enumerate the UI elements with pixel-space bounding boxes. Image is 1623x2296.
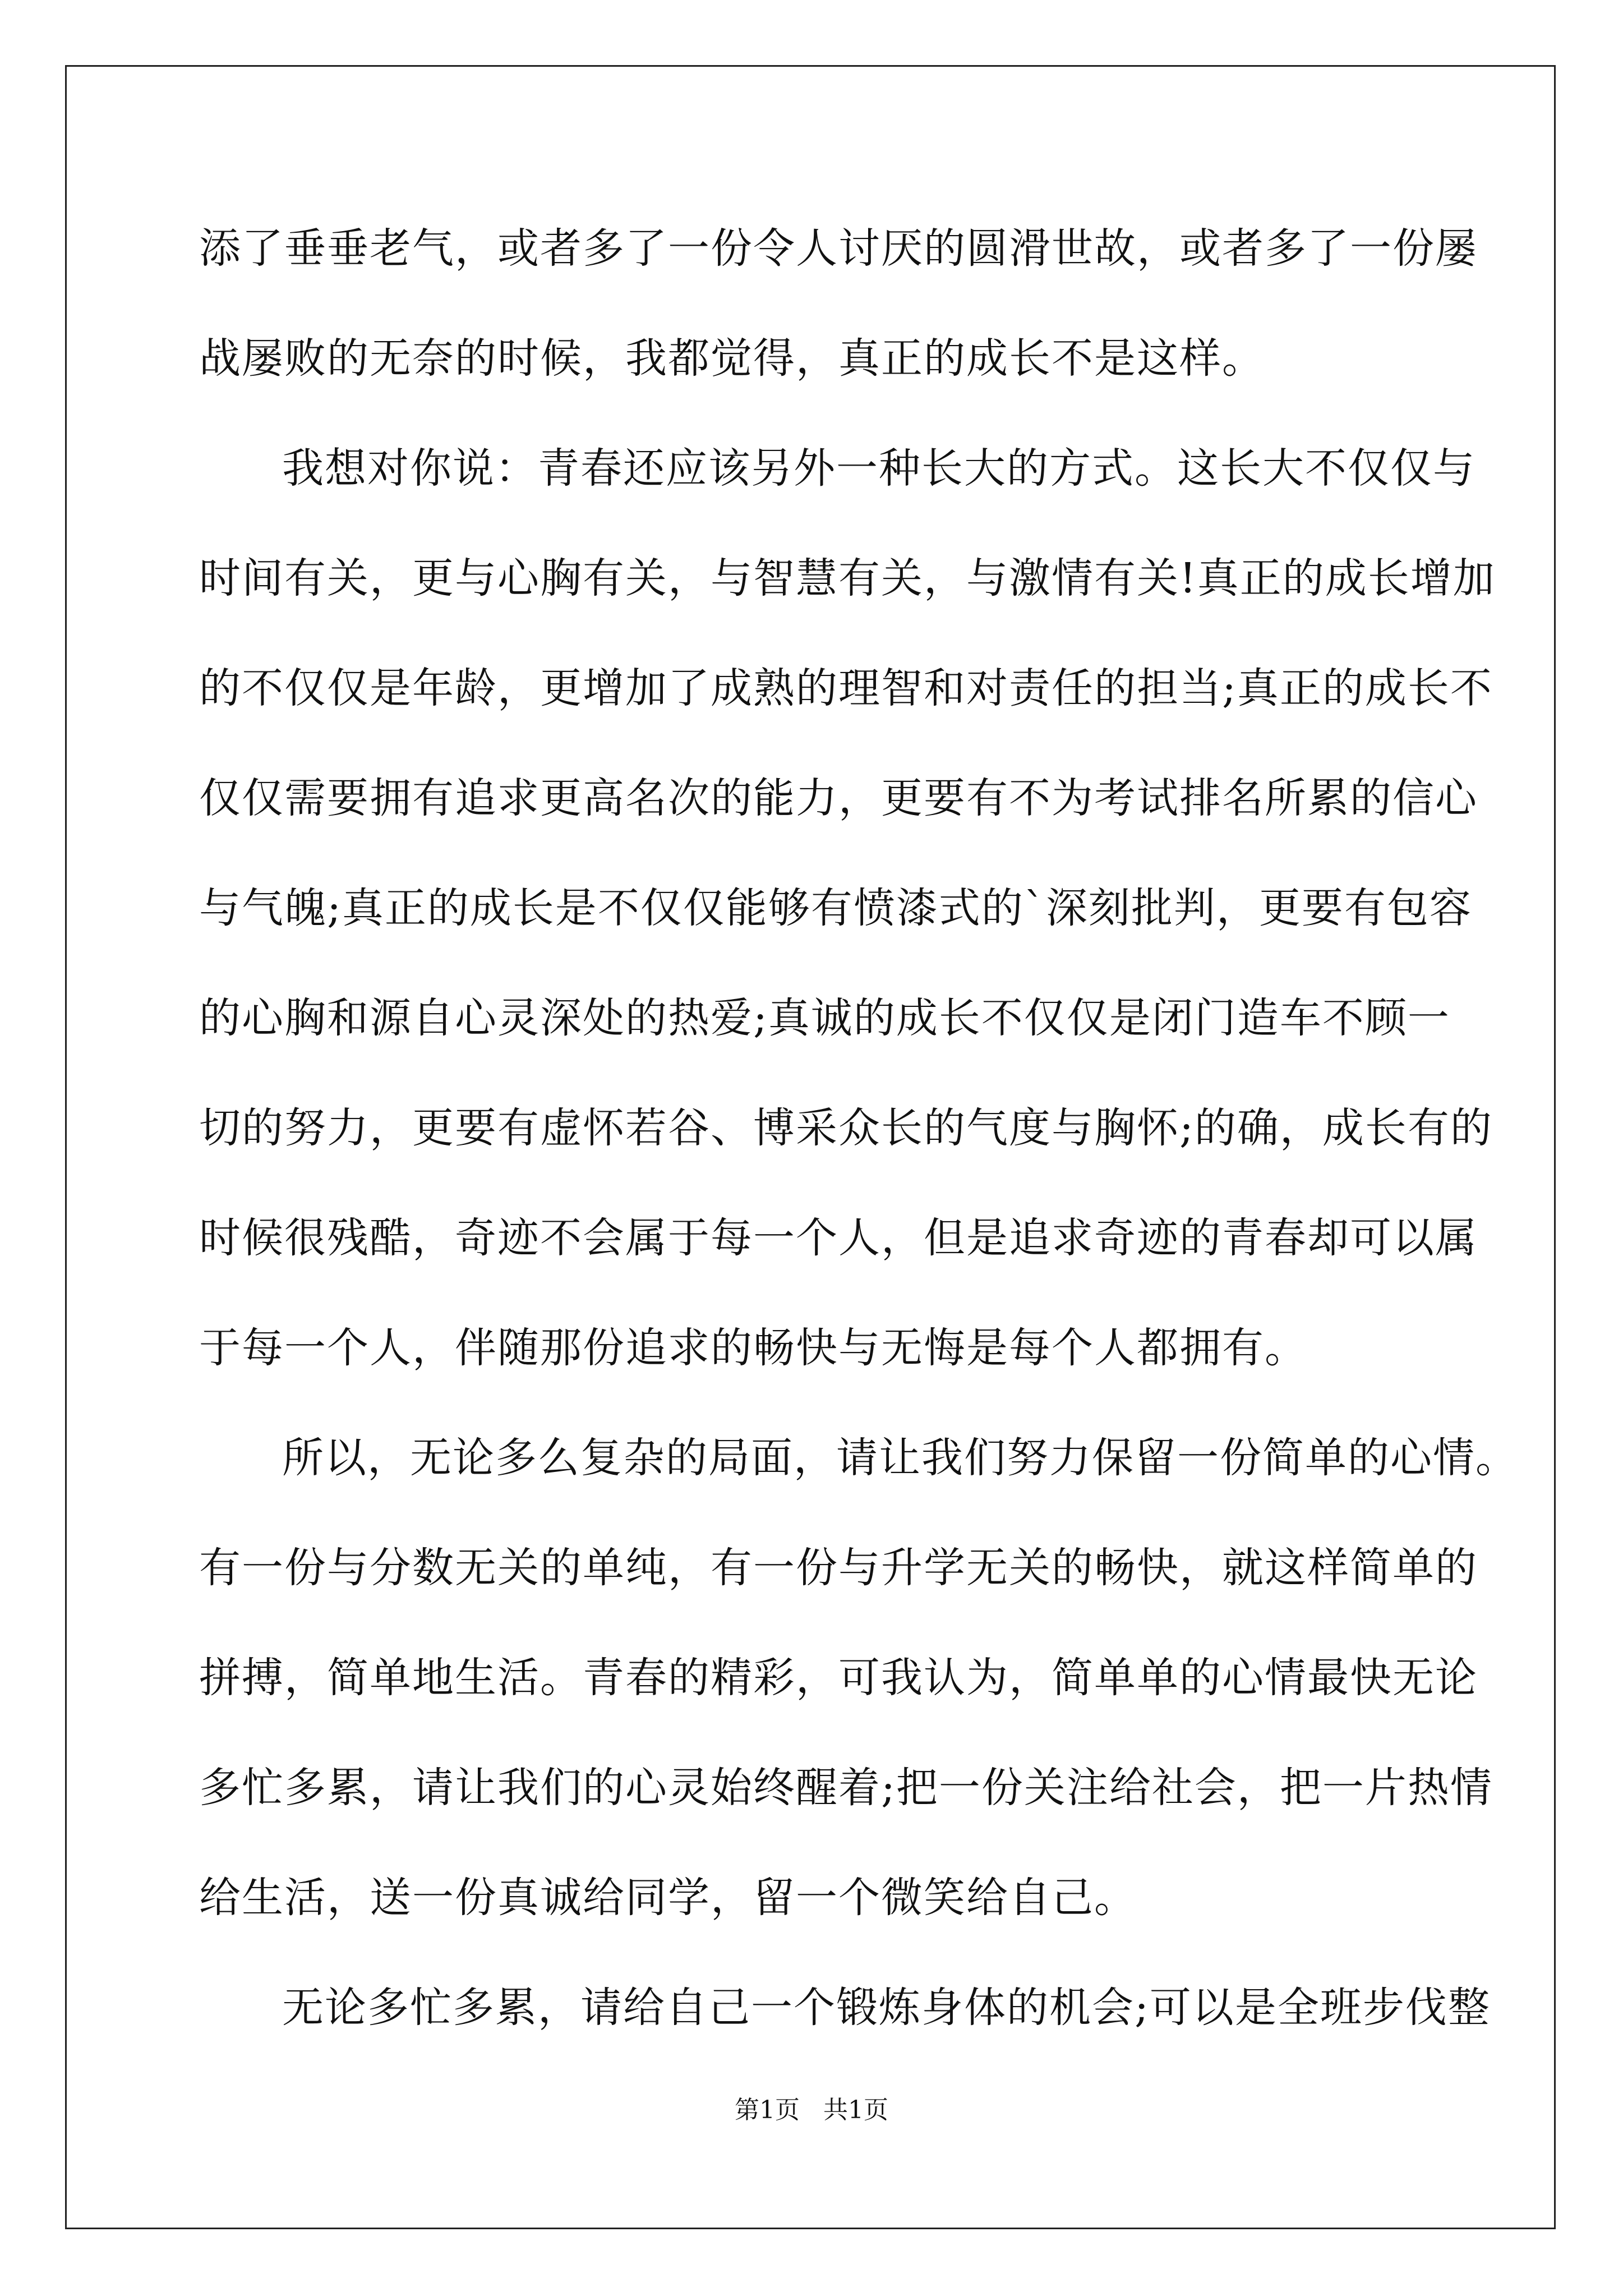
text-line: 时候很残酷，奇迹不会属于每一个人，但是追求奇迹的青春却可以属 [199, 1214, 1478, 1262]
text-line: 多忙多累，请让我们的心灵始终醒着;把一份关注给社会，把一片热情 [199, 1764, 1493, 1812]
text-line: 与气魄;真正的成长是不仅仅能够有愤漆式的`深刻批判，更要有包容 [199, 884, 1472, 932]
paragraph-start-line: 我想对你说：青春还应该另外一种长大的方式。这长大不仅仅与 [282, 444, 1476, 493]
text-line: 有一份与分数无关的单纯，有一份与升学无关的畅快，就这样简单的 [199, 1544, 1478, 1592]
text-line: 于每一个人，伴随那份追求的畅快与无悔是每个人都拥有。 [199, 1324, 1307, 1372]
document-body [199, 218, 1518, 2087]
text-line: 给生活，送一份真诚给同学，留一个微笑给自己。 [199, 1874, 1137, 1922]
text-line: 的心胸和源自心灵深处的热爱;真诚的成长不仅仅是闭门造车不顾一 [199, 994, 1450, 1042]
paragraph-start-line: 所以，无论多么复杂的局面，请让我们努力保留一份简单的心情。 [282, 1434, 1518, 1482]
text-line: 拼搏，简单地生活。青春的精彩，可我认为，简单单的心情最快无论 [199, 1654, 1478, 1702]
text-line: 的不仅仅是年龄，更增加了成熟的理智和对责任的担当;真正的成长不 [199, 664, 1493, 712]
paragraph-start-line: 无论多忙多累，请给自己一个锻炼身体的机会;可以是全班步伐整 [282, 1984, 1491, 2032]
text-line: 仅仅需要拥有追求更高名次的能力，更要有不为考试排名所累的信心 [199, 774, 1478, 822]
text-line: 添了垂垂老气，或者多了一份令人讨厌的圆滑世故，或者多了一份屡 [199, 224, 1478, 273]
text-line: 战屡败的无奈的时候，我都觉得，真正的成长不是这样。 [199, 334, 1265, 383]
text-line: 时间有关，更与心胸有关，与智慧有关，与激情有关!真正的成长增加 [199, 554, 1496, 602]
text-line: 切的努力，更要有虚怀若谷、博采众长的气度与胸怀;的确，成长有的 [199, 1104, 1493, 1152]
page-number-footer: 第1页 共1页 [735, 2096, 888, 2124]
